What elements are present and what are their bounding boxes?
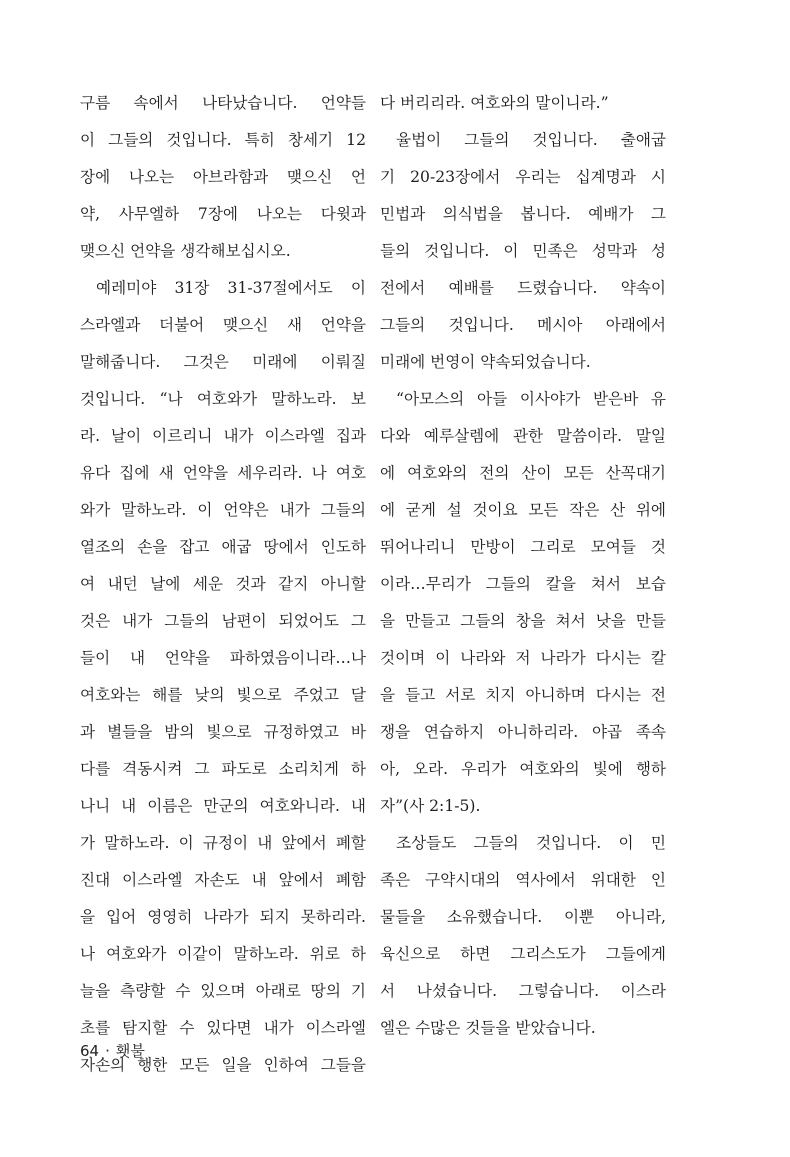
- text-line: 을 들고 서로 치지 아니하며 다시는 전: [380, 686, 666, 704]
- text-line: 것이며 이 나라와 저 나라가 다시는 칼: [380, 649, 666, 667]
- text-line: 유다 집에 새 언약을 세우리라. 나 여호: [80, 464, 366, 482]
- text-line: 육신으로 하면 그리스도가 그들에게: [380, 945, 666, 963]
- text-line: 열조의 손을 잡고 애굽 땅에서 인도하: [80, 538, 366, 556]
- text-line: 그들의 것입니다. 메시아 아래에서: [380, 316, 666, 334]
- text-line: 맺으신 언약을 생각해보십시오.: [80, 242, 291, 260]
- page-number: 64: [80, 1042, 100, 1060]
- text-line: 늘을 측량할 수 있으며 아래로 땅의 기: [80, 982, 366, 1000]
- text-line: 여 내던 날에 세운 것과 같지 아니할: [80, 575, 366, 593]
- text-line: 다와 예루살렘에 관한 말씀이라. 말일: [380, 427, 666, 445]
- text-line: 라. 날이 이르리니 내가 이스라엘 집과: [80, 427, 366, 445]
- text-line: “아모스의 아들 이사야가 받은바 유: [396, 390, 666, 408]
- text-line: 들의 것입니다. 이 민족은 성막과 성: [380, 242, 666, 260]
- text-line: 것은 내가 그들의 남편이 되었어도 그: [80, 612, 366, 630]
- text-line: 장에 나오는 아브라함과 맺으신 언: [80, 168, 366, 186]
- text-line: 나니 내 이름은 만군의 여호와니라. 내: [80, 797, 366, 815]
- text-line: 서 나셨습니다. 그렇습니다. 이스라: [380, 982, 666, 1000]
- text-line: 을 만들고 그들의 창을 쳐서 낫을 만들: [380, 612, 666, 630]
- text-line: 다 버리리라. 여호와의 말이니라.”: [380, 94, 609, 112]
- text-line: 스라엘과 더불어 맺으신 새 언약을: [80, 316, 366, 334]
- text-line: 율법이 그들의 것입니다. 출애굽: [396, 131, 666, 149]
- text-line: 에 여호와의 전의 산이 모든 산꼭대기: [380, 464, 666, 482]
- text-line: 기 20-23장에서 우리는 십계명과 시: [380, 168, 666, 186]
- text-line: 여호와는 해를 낮의 빛으로 주었고 달: [80, 686, 366, 704]
- text-line: 자”(사 2:1-5).: [380, 797, 481, 815]
- left-text-column: [80, 85, 366, 1084]
- text-line: 족은 구약시대의 역사에서 위대한 인: [380, 871, 666, 889]
- text-line: 전에서 예배를 드렸습니다. 약속이: [380, 279, 666, 297]
- page-footer: [80, 1040, 145, 1061]
- text-line: 에 굳게 설 것이요 모든 작은 산 위에: [380, 501, 666, 519]
- text-line: 이 그들의 것입니다. 특히 창세기 12: [80, 131, 366, 149]
- text-line: 초를 탐지할 수 있다면 내가 이스라엘: [80, 1019, 366, 1037]
- text-line: 민법과 의식법을 봅니다. 예배가 그: [380, 205, 666, 223]
- text-line: 가 말하노라. 이 규정이 내 앞에서 폐할: [80, 834, 366, 852]
- text-line: 나 여호와가 이같이 말하노라. 위로 하: [80, 945, 366, 963]
- text-line: 쟁을 연습하지 아니하리라. 야곱 족속: [380, 723, 666, 741]
- footer-separator: ·: [105, 1042, 110, 1060]
- text-line: 약, 사무엘하 7장에 나오는 다윗과: [80, 205, 366, 223]
- text-line: 미래에 번영이 약속되었습니다.: [380, 353, 591, 371]
- text-line: 구름 속에서 나타났습니다. 언약들: [80, 94, 366, 112]
- text-line: 이라…무리가 그들의 칼을 쳐서 보습: [380, 575, 666, 593]
- text-line: 들이 내 언약을 파하였음이니라…나: [80, 649, 366, 667]
- text-line: 을 입어 영영히 나라가 되지 못하리라.: [80, 908, 366, 926]
- text-line: 와가 말하노라. 이 언약은 내가 그들의: [80, 501, 366, 519]
- text-line: 예레미야 31장 31-37절에서도 이: [96, 279, 366, 297]
- text-line: 아, 오라. 우리가 여호와의 빛에 행하: [380, 760, 666, 778]
- text-line: 조상들도 그들의 것입니다. 이 민: [396, 834, 666, 852]
- text-line: 과 별들을 밤의 빛으로 규정하였고 바: [80, 723, 366, 741]
- text-line: 것입니다. “나 여호와가 말하노라. 보: [80, 390, 366, 408]
- right-text-column: [380, 85, 666, 1047]
- text-line: 뛰어나리니 만방이 그리로 모여들 것: [380, 538, 666, 556]
- text-line: 진대 이스라엘 자손도 내 앞에서 폐함: [80, 871, 366, 889]
- text-line: 말해줍니다. 그것은 미래에 이뤄질: [80, 353, 366, 371]
- text-line: 다를 격동시켜 그 파도로 소리치게 하: [80, 760, 366, 778]
- text-line: 물들을 소유했습니다. 이뿐 아니라,: [380, 908, 666, 926]
- book-title: 횃불: [115, 1042, 145, 1060]
- text-line: 엘은 수많은 것들을 받았습니다.: [380, 1019, 596, 1037]
- text-line: 자손의 행한 모든 일을 인하여 그들을: [80, 1056, 366, 1074]
